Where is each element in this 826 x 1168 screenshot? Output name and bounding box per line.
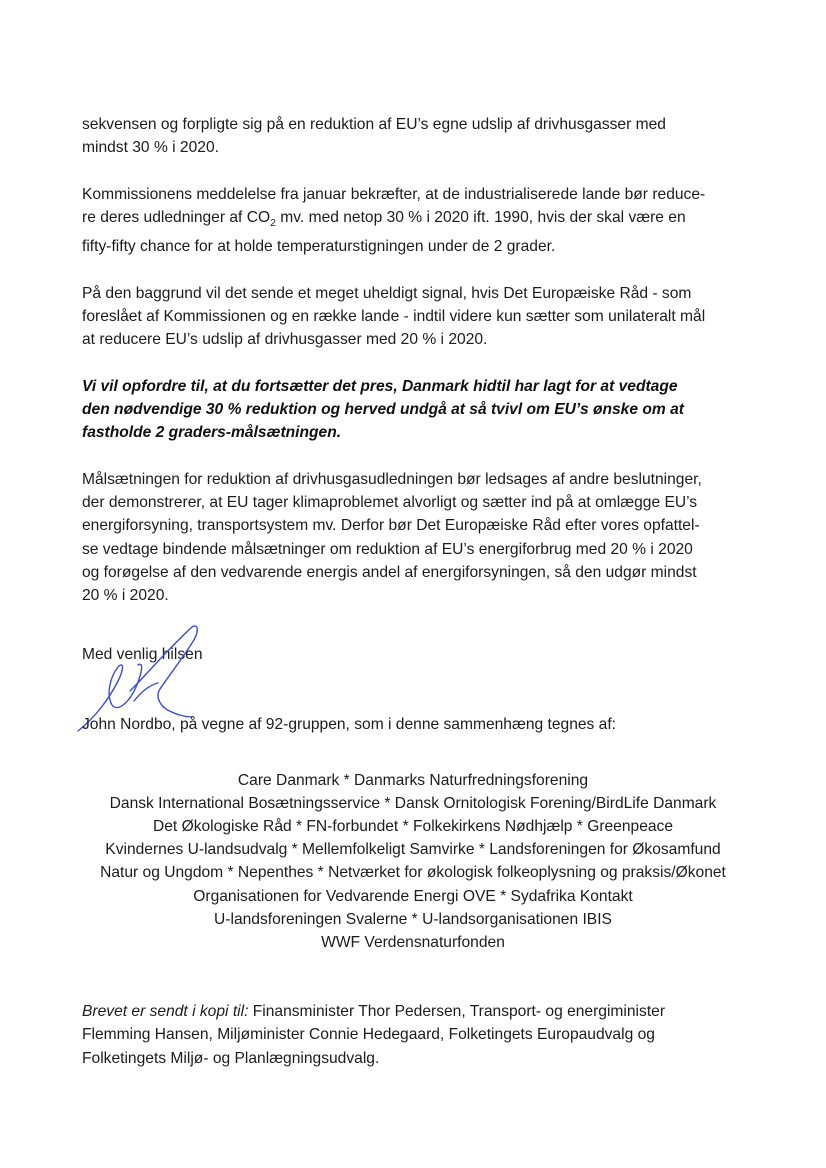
emphasized-paragraph xyxy=(82,375,744,445)
organization-list xyxy=(82,769,744,955)
text-fragment: mv. med netop 30 % i 2020 ift. 1990, hvis der skal være en xyxy=(275,209,686,226)
signature-block xyxy=(82,631,744,737)
text-line: Målsætningen for reduktion af drivhusgasudledningen bør ledsages af andre beslutninger, xyxy=(82,470,702,488)
text-line: og forøgelse af den vedvarende energis andel af energiforsyningen, så den udgør mindst xyxy=(82,563,697,581)
text-line: Vi vil opfordre til, at du fortsætter det pres, Danmark hidtil har lagt for at vedtage xyxy=(82,377,678,395)
text-line: 20 % i 2020. xyxy=(82,586,169,604)
paragraph-3 xyxy=(82,282,744,352)
text-line: Folketingets Miljø- og Planlægningsudvalg. xyxy=(82,1049,380,1067)
copy-recipients xyxy=(82,1000,744,1070)
text-line: sekvensen og forpligte sig på en reduktion af EU’s egne udslip af drivhusgasser med xyxy=(82,116,666,133)
text-line: se vedtage bindende målsætninger om reduktion af EU’s energiforbrug med 20 % i 2020 xyxy=(82,540,693,558)
text-line xyxy=(82,1000,744,1023)
organization-line: Care Danmark * Danmarks Naturfredningsforening xyxy=(237,771,589,789)
text-line: mindst 30 % i 2020. xyxy=(82,139,219,157)
copy-label: Brevet er sendt i kopi til: xyxy=(82,1003,249,1021)
signer-line: John Nordbo, på vegne af 92-gruppen, som i denne sammenhæng tegnes af: xyxy=(82,715,617,733)
text-line: fastholde 2 graders-målsætningen. xyxy=(82,424,342,442)
organization-line: Dansk International Bosætningsservice * Dansk Ornitologisk Forening/BirdLife Danmark xyxy=(109,794,717,812)
organization-line: WWF Verdensnaturfonden xyxy=(321,933,505,951)
paragraph-2 xyxy=(82,183,744,259)
closing-greeting: Med venlig hilsen xyxy=(82,645,203,663)
organization-line: U-landsforeningen Svalerne * U-landsorganisationen IBIS xyxy=(214,910,612,928)
organization-line: Natur og Ungdom * Nepenthes * Netværket for økologisk folkeoplysning og praksis/Økonet xyxy=(100,864,726,882)
letter-page xyxy=(82,113,744,1093)
text-line: foreslået af Kommissionen og en række lande - indtil videre kun sætter som unilateralt mål xyxy=(82,308,706,326)
paragraph-1 xyxy=(82,113,744,159)
text-line: energiforsyning, transportsystem mv. Derfor bør Det Europæiske Råd efter vores opfattel- xyxy=(82,517,700,535)
text-line: der demonstrerer, at EU tager klimaproblemet alvorligt og sætter ind på at omlægge EU’s xyxy=(82,494,698,512)
paragraph-5 xyxy=(82,468,744,607)
text-line: Flemming Hansen, Miljøminister Connie Hedegaard, Folketingets Europaudvalg og xyxy=(82,1026,655,1044)
organization-line: Organisationen for Vedvarende Energi OVE * Sydafrika Kontakt xyxy=(193,887,633,905)
organization-line: Det Økologiske Råd * FN-forbundet * Folkekirkens Nødhjælp * Greenpeace xyxy=(152,817,674,835)
text-line: fifty-fifty chance for at holde temperaturstigningen under de 2 grader. xyxy=(82,238,556,256)
text-line: Kommissionens meddelelse fra januar bekræfter, at de industrialiserede lande bør reduce- xyxy=(82,185,706,203)
text-fragment: re deres udledninger af CO xyxy=(82,209,271,226)
text-line: den nødvendige 30 % reduktion og herved undgå at så tvivl om EU’s ønske om at xyxy=(82,401,684,419)
text-line: at reducere EU’s udslip af drivhusgasser med 20 % i 2020. xyxy=(82,331,488,349)
text-line: På den baggrund vil det sende et meget uheldigt signal, hvis Det Europæiske Råd - som xyxy=(82,284,692,302)
text-line xyxy=(82,206,744,235)
text-fragment: Finansminister Thor Pedersen, Transport- og energiminister xyxy=(248,1003,666,1021)
subscript-2: 2 xyxy=(270,217,276,230)
organization-line: Kvindernes U-landsudvalg * Mellemfolkeligt Samvirke * Landsforeningen for Økosamfund xyxy=(105,841,721,859)
